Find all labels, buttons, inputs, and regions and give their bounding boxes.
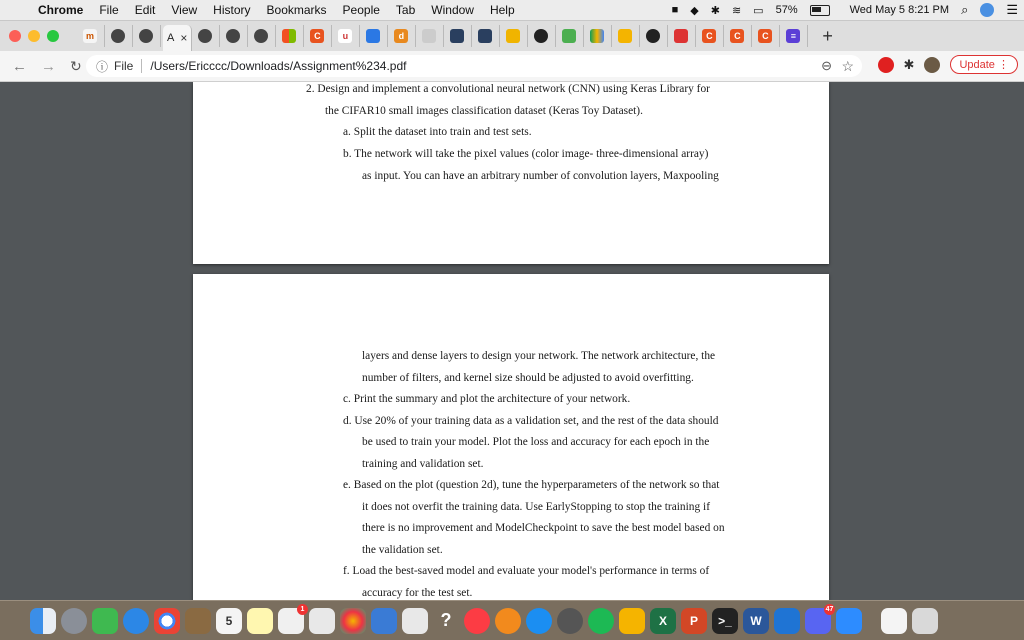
tab-item[interactable] — [614, 25, 640, 47]
tab-item[interactable] — [530, 25, 556, 47]
calendar-icon[interactable] — [216, 608, 242, 634]
pdf-line: training and validation set. — [362, 458, 484, 470]
menu-tab[interactable]: Tab — [395, 3, 416, 17]
colab-icon — [562, 29, 576, 43]
url-text[interactable]: /Users/Ericccc/Downloads/Assignment%234.pdf — [150, 59, 407, 73]
c-app-icon: C — [758, 29, 772, 43]
c-app-icon: C — [702, 29, 716, 43]
tab-item[interactable] — [250, 25, 276, 47]
app-store-icon[interactable] — [526, 608, 552, 634]
pencil-icon — [506, 29, 520, 43]
wifi-icon[interactable]: ≋ — [731, 4, 742, 17]
reminders-icon[interactable] — [278, 605, 305, 634]
spotify-icon[interactable] — [588, 608, 614, 634]
extensions-area — [878, 55, 1018, 74]
tab-item[interactable] — [698, 25, 724, 47]
reminders-badge: 1 — [297, 604, 308, 615]
sublime-icon[interactable] — [619, 608, 645, 634]
u-app-icon: u — [338, 29, 352, 43]
tab-item[interactable] — [135, 25, 161, 47]
notification-center-icon[interactable]: ☰ — [1006, 2, 1018, 17]
zoom-app-icon[interactable] — [836, 608, 862, 634]
pdf-line: f. Load the best-saved model and evaluate your model's performance in terms of — [343, 565, 710, 577]
pdf-line: layers and dense layers to design your network. The network architecture, the — [362, 350, 716, 362]
menu-app-name[interactable]: Chrome — [38, 3, 84, 17]
safari-icon[interactable] — [123, 608, 149, 634]
tab-item[interactable] — [782, 25, 808, 47]
help-glyph: ? — [440, 610, 452, 630]
github-icon — [139, 29, 153, 43]
system-preferences-icon[interactable] — [557, 608, 583, 634]
tab-item[interactable] — [194, 25, 220, 47]
c-app-icon: C — [730, 29, 744, 43]
pdf-line: e. Based on the plot (question 2d), tune the hyperparameters of the network so that — [343, 479, 720, 491]
books-icon[interactable] — [495, 608, 521, 634]
bookmark-icon — [478, 29, 492, 43]
url-divider — [141, 59, 142, 73]
info-icon[interactable]: ⓘ — [96, 59, 109, 74]
minimize-window-button[interactable] — [28, 30, 40, 42]
terminal-icon[interactable]: >_ — [712, 608, 738, 634]
maps-icon[interactable] — [309, 608, 335, 634]
tab-item[interactable] — [390, 25, 416, 47]
drive-icon — [590, 29, 604, 43]
tab-item[interactable] — [79, 25, 105, 47]
menu-help[interactable]: Help — [489, 3, 515, 17]
tab-item[interactable] — [306, 25, 332, 47]
messages-app-icon[interactable] — [371, 608, 397, 634]
dock — [0, 600, 1024, 640]
address-bar[interactable] — [86, 55, 862, 77]
paint-icon — [366, 29, 380, 43]
siri-icon[interactable] — [980, 3, 994, 17]
zoom-icon[interactable]: ⊖ — [821, 58, 832, 73]
tab-item[interactable] — [418, 25, 444, 47]
menu-view[interactable]: View — [171, 3, 198, 17]
github-icon — [198, 29, 212, 43]
tab-item[interactable] — [107, 25, 133, 47]
battery-percent[interactable]: 57% — [775, 4, 798, 16]
chrome-icon[interactable] — [154, 608, 180, 634]
battery-icon[interactable] — [810, 5, 830, 16]
tab-item[interactable] — [586, 25, 612, 47]
bookmark-icon — [450, 29, 464, 43]
contacts-icon[interactable] — [185, 608, 211, 634]
word-icon[interactable]: W — [743, 608, 769, 634]
pdf-line: a. Split the dataset into train and test sets. — [343, 126, 532, 138]
reload-icon[interactable]: ↻ — [70, 57, 82, 74]
pdf-line: number of filters, and kernel size should be adjusted to avoid overfitting. — [362, 372, 694, 384]
pdf-line: there is no improvement and ModelCheckpoint to save the best model based on — [362, 522, 725, 534]
notes-icon[interactable] — [247, 608, 273, 634]
chrome-menu-icon: ⋮ — [998, 59, 1009, 71]
browser-toolbar — [0, 51, 1024, 82]
tab-item[interactable] — [362, 25, 388, 47]
close-window-button[interactable] — [9, 30, 21, 42]
excel-icon[interactable]: X — [650, 608, 676, 634]
pdf-line: be used to train your model. Plot the loss and accuracy for each epoch in the — [362, 436, 710, 448]
pdf-line: accuracy for the test set. — [362, 587, 473, 599]
pdf-page — [193, 274, 829, 600]
bookmark-star-icon[interactable]: ☆ — [841, 57, 854, 74]
status-area — [666, 0, 1024, 20]
url-scheme: File — [114, 59, 134, 73]
tab-item[interactable] — [222, 25, 248, 47]
trash-icon[interactable] — [912, 608, 938, 634]
pdf-page — [193, 82, 829, 264]
update-button[interactable] — [950, 55, 1018, 74]
new-tab-button[interactable]: + — [822, 25, 833, 46]
github-icon — [534, 29, 548, 43]
menu-file[interactable]: File — [99, 3, 119, 17]
doc-icon — [422, 29, 436, 43]
menu-bookmarks[interactable]: Bookmarks — [266, 3, 327, 17]
tab-strip — [0, 21, 1024, 51]
pdf-line: b. The network will take the pixel values (color image- three-dimensional array) — [343, 148, 709, 160]
tab-close-icon[interactable]: × — [180, 31, 188, 45]
airplay-icon[interactable]: ▭ — [753, 4, 764, 17]
pdf-line: c. Print the summary and plot the architecture of your network. — [343, 393, 631, 405]
pdf-line: it does not overfit the training data. Use EarlyStopping to stop the training if — [362, 501, 710, 513]
dropbox-icon[interactable]: ◆ — [690, 4, 699, 17]
tab-item[interactable] — [726, 25, 752, 47]
pdf-viewer[interactable] — [0, 82, 1024, 600]
document-stack-icon[interactable] — [881, 608, 907, 634]
tab-item[interactable] — [334, 25, 360, 47]
tab-item[interactable] — [558, 25, 584, 47]
tab-active[interactable] — [163, 25, 192, 51]
tab-item[interactable] — [474, 25, 500, 47]
extensions-puzzle-icon[interactable]: ✱ — [903, 56, 915, 72]
c-app-icon: C — [310, 29, 324, 43]
discord-badge: 47 — [825, 605, 834, 613]
tab-list — [79, 21, 808, 51]
profile-avatar[interactable] — [924, 57, 940, 73]
back-icon[interactable]: ← — [12, 57, 27, 75]
menu-bar — [0, 0, 1024, 21]
github-icon — [226, 29, 240, 43]
launchpad-icon[interactable] — [61, 608, 87, 634]
help-icon[interactable] — [433, 608, 459, 634]
discord-icon[interactable] — [805, 605, 834, 634]
powerpoint-icon[interactable]: P — [681, 608, 707, 634]
cube-icon — [674, 29, 688, 43]
menu-people[interactable]: People — [342, 3, 380, 17]
music-icon[interactable] — [464, 608, 490, 634]
github-icon — [646, 29, 660, 43]
tab-favicon-icon: m — [83, 29, 97, 43]
pdf-line: 2. Design and implement a convolutional neural network (CNN) using Keras Library for — [306, 83, 710, 95]
github-icon — [111, 29, 125, 43]
menu-window[interactable]: Window — [431, 3, 474, 17]
facetime-icon[interactable] — [92, 608, 118, 634]
window-controls — [9, 30, 59, 42]
pdf-line: as input. You can have an arbitrary number of convolution layers, Maxpooling — [362, 170, 719, 182]
messages-icon[interactable]: ■ — [671, 4, 679, 16]
list-icon: ≡ — [786, 29, 800, 43]
bluetooth-icon[interactable]: ✱ — [710, 4, 720, 17]
github-icon — [254, 29, 268, 43]
calendar-day: 5 — [225, 613, 233, 628]
tab-item[interactable] — [502, 25, 528, 47]
feedly-icon[interactable] — [774, 608, 800, 634]
tab-item[interactable] — [446, 25, 472, 47]
pdf-line: d. Use 20% of your training data as a validation set, and the rest of the data should — [343, 415, 719, 427]
pdf-line: the validation set. — [362, 544, 443, 556]
menu-edit[interactable]: Edit — [134, 3, 156, 17]
tab-active-label: A — [167, 32, 175, 44]
zoom-window-button[interactable] — [47, 30, 59, 42]
adblock-icon[interactable] — [878, 57, 894, 73]
tab-item[interactable] — [670, 25, 696, 47]
d-app-icon: d — [394, 29, 408, 43]
keynote-icon[interactable] — [402, 608, 428, 634]
slides-icon — [618, 29, 632, 43]
tab-item[interactable] — [278, 25, 304, 47]
finder-icon[interactable] — [30, 608, 56, 634]
update-label: Update — [959, 59, 995, 71]
clock[interactable]: Wed May 5 8:21 PM — [849, 4, 950, 16]
pdf-line: the CIFAR10 small images classification dataset (Keras Toy Dataset). — [325, 105, 643, 117]
photos-icon[interactable] — [340, 608, 366, 634]
microsoft-icon — [282, 29, 296, 43]
tab-item[interactable] — [642, 25, 668, 47]
spotlight-icon[interactable]: ⌕ — [961, 2, 969, 17]
menu-history[interactable]: History — [213, 3, 251, 17]
tab-item[interactable] — [754, 25, 780, 47]
forward-icon[interactable]: → — [41, 57, 56, 75]
